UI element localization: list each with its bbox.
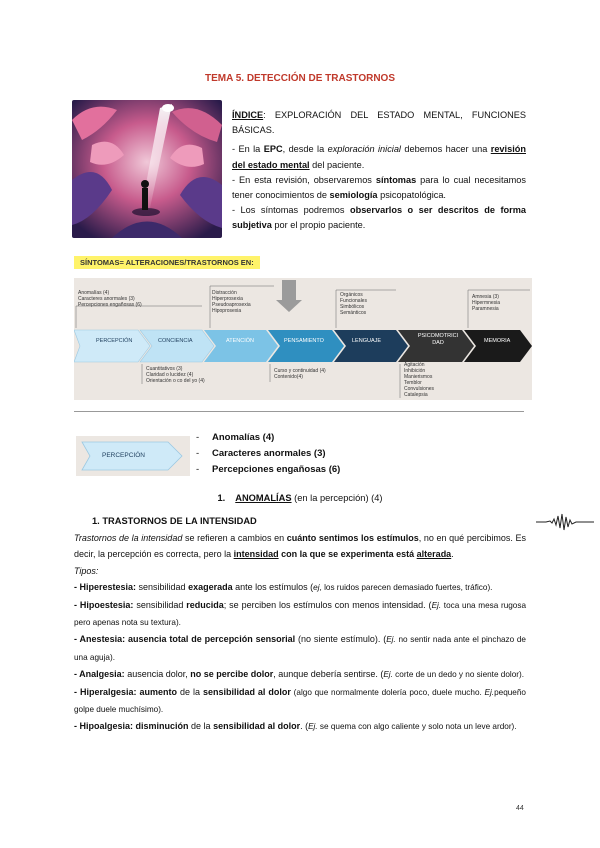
intro-text bbox=[232, 108, 526, 234]
stage-psicomotricidad: PSICOMOTRICI DAD bbox=[417, 333, 459, 346]
body-text bbox=[74, 530, 526, 736]
index-text: : EXPLORACIÓN DEL ESTADO MENTAL, FUNCIONES BÁSICAS. bbox=[232, 110, 526, 136]
stage-pensamiento: PENSAMIENTO bbox=[284, 338, 324, 344]
notes-conciencia: Cuantitativos (3) Claridad o lucidez (4) Orientación o co del yo (4) bbox=[146, 366, 205, 384]
list-item: - Hipoestesia: sensibilidad reducida; se perciben los estímulos con menos intensidad. (Ej. toca una mesa rugosa pero apenas nota su textura). bbox=[74, 599, 527, 628]
list-item: - Analgesia: ausencia dolor, no se percibe dolor, aunque debería sentirse. (Ej. corte de un dedo y no siente dolor). bbox=[74, 669, 524, 680]
list-item: - Anestesia: ausencia total de percepción sensorial (no siente estímulo). (Ej. no sentir nada ante el pinchazo de una aguja). bbox=[74, 634, 526, 662]
notes-atencion: Distracción Hiperprosexia Pseudoaprosexia Hipoprosexia bbox=[212, 290, 251, 314]
percepcion-list bbox=[196, 430, 340, 478]
stage-memoria: MEMORIA bbox=[484, 338, 511, 344]
list-item: - Hiperestesia: sensibilidad exagerada ante los estímulos (ej, los ruidos parecen demasiado fuertes, tráfico). bbox=[74, 582, 493, 593]
brain-illustration bbox=[72, 100, 222, 238]
waveform-icon bbox=[536, 512, 594, 532]
notes-percepcion: Anomalías (4) Caracteres anormales (3) Percepciones engañosas (6) bbox=[78, 290, 142, 308]
intro-bullet-2: - En esta revisión, observaremos síntomas para lo cual necesitamos tener conocimientos de semiología psicopatológica. bbox=[232, 174, 526, 201]
tipos-label: Tipos: bbox=[74, 565, 99, 576]
notes-psicomotricidad: Agitación Inhibición Manierismos Temblor Convulsiones Catalepsia bbox=[404, 362, 435, 398]
percepcion-box bbox=[76, 436, 190, 476]
document-title: TEMA 5. DETECCIÓN DE TRASTORNOS bbox=[204, 73, 395, 84]
list-item: - Hiperalgesia: aumento de la sensibilidad al dolor (algo que normalmente dolería poco, duele mucho. Ej.pequeño golpe duele muchísimo). bbox=[74, 686, 526, 715]
stage-lenguaje: LENGUAJE bbox=[352, 338, 382, 344]
notes-lenguaje: Orgánicos Funcionales Simbólicos Semánticos bbox=[340, 292, 367, 316]
divider bbox=[74, 411, 524, 412]
functions-flow-diagram bbox=[74, 278, 532, 400]
notes-pensamiento: Curso y continuidad (4) Contenido(4) bbox=[274, 368, 326, 380]
stage-conciencia: CONCIENCIA bbox=[158, 338, 193, 344]
page-number: 44 bbox=[516, 805, 524, 812]
stage-percepcion: PERCEPCIÓN bbox=[96, 338, 133, 344]
list-item: - Anomalías (4) bbox=[196, 432, 275, 443]
percepcion-box-label: PERCEPCIÓN bbox=[102, 452, 145, 459]
intro-bullet-3: - Los síntomas podremos observarlos o ser descritos de forma subjetiva por el propio paciente. bbox=[232, 205, 527, 231]
list-item: - Caracteres anormales (3) bbox=[196, 448, 326, 459]
intro-bullet-1: - En la EPC, desde la exploración inicial debemos hacer una revisión del estado mental del paciente. bbox=[232, 144, 526, 170]
notes-memoria: Amnesia (3) Hipermnesia Paramnesia bbox=[472, 294, 501, 312]
subsection-heading: 1. TRASTORNOS DE LA INTENSIDAD bbox=[92, 516, 257, 526]
sintomas-heading: SÍNTOMAS= ALTERACIONES/TRASTORNOS EN: bbox=[74, 256, 260, 269]
list-item: - Percepciones engañosas (6) bbox=[196, 464, 341, 475]
list-item: - Hipoalgesia: disminución de la sensibilidad al dolor. (Ej. se quema con algo caliente y solo nota un leve ardor). bbox=[74, 721, 517, 732]
paragraph-intensidad: Trastornos de la intensidad se refieren a cambios en cuánto sentimos los estímulos, no en qué percibimos. Es decir, la percepción es correcta, pero la intensidad con la que se experimenta está alterada. bbox=[74, 533, 526, 560]
section-heading: 1. ANOMALÍAS (en la percepción) (4) bbox=[217, 493, 383, 503]
stage-atencion: ATENCIÓN bbox=[226, 338, 255, 344]
index-label: ÍNDICE bbox=[232, 110, 264, 120]
